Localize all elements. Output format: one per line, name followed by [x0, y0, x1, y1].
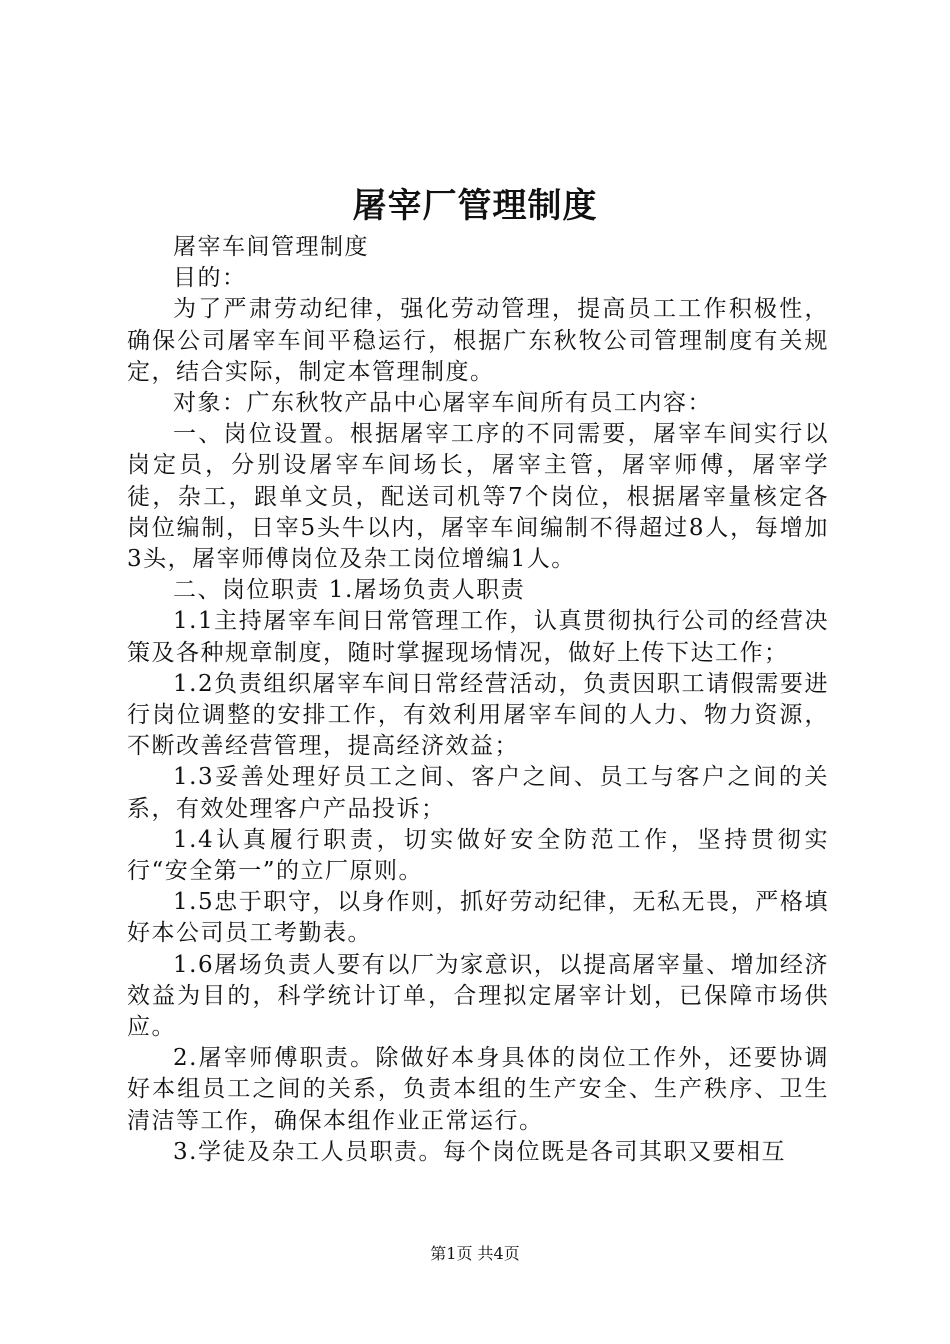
paragraph-section-2: 二、岗位职责 1.屠场负责人职责: [173, 577, 526, 604]
paragraph-scope: 对象：广东秋牧产品中心屠宰车间所有员工内容：: [173, 390, 712, 417]
document-body: [127, 232, 829, 1168]
paragraph-item-1-4: 1.4认真履行职责，切实做好安全防范工作，坚持贯彻实行“安全第一”的立厂原则。: [127, 826, 829, 885]
document-title: 屠宰厂管理制度: [352, 186, 598, 226]
paragraph-item-1-3: 1.3妥善处理好员工之间、客户之间、员工与客户之间的关系，有效处理客户产品投诉；: [127, 764, 829, 822]
page-footer: 第1页 共4页: [430, 1244, 520, 1263]
paragraph-item-3: 3.学徒及杂工人员职责。每个岗位既是各司其职又要相互: [173, 1138, 786, 1165]
paragraph-subtitle: 屠宰车间管理制度: [173, 234, 369, 260]
paragraph-purpose-label: 目的：: [173, 265, 247, 292]
paragraph-item-1-6: 1.6屠场负责人要有以厂为家意识，以提高屠宰量、增加经济效益为目的，科学统计订单，合理拟定屠宰计划，已保障市场供应。: [127, 951, 829, 1041]
paragraph-item-1-5: 1.5忠于职守，以身作则，抓好劳动纪律，无私无畏，严格填好本公司员工考勤表。: [127, 889, 829, 947]
paragraph-section-1: 一、岗位设置。根据屠宰工序的不同需要，屠宰车间实行以岗定员，分别设屠宰车间场长，屠宰主管，屠宰师傅，屠宰学徒，杂工，跟单文员，配送司机等7个岗位，根据屠宰量核定各岗位编制，日宰5头牛以内，屠宰车间编制不得超过8人，每增加3头，屠宰师傅岗位及杂工岗位增编1人。: [127, 421, 829, 573]
paragraph-item-1-2: 1.2负责组织屠宰车间日常经营活动，负责因职工请假需要进行岗位调整的安排工作，有效利用屠宰车间的人力、物力资源，不断改善经营管理，提高经济效益；: [127, 670, 829, 760]
paragraph-item-1-1: 1.1主持屠宰车间日常管理工作，认真贯彻执行公司的经营决策及各种规章制度，随时掌握现场情况，做好上传下达工作；: [127, 608, 829, 666]
paragraph-item-2: 2.屠宰师傅职责。除做好本身具体的岗位工作外，还要协调好本组员工之间的关系，负责本组的生产安全、生产秩序、卫生清洁等工作，确保本组作业正常运行。: [127, 1045, 829, 1134]
paragraph-purpose: 为了严肃劳动纪律，强化劳动管理，提高员工工作积极性，确保公司屠宰车间平稳运行，根据广东秋牧公司管理制度有关规定，结合实际，制定本管理制度。: [127, 296, 829, 385]
